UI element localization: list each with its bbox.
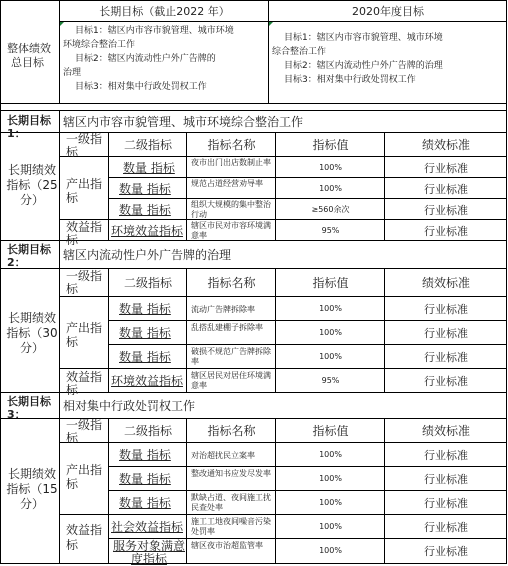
indicator-name-cell: 辖区夜市治超监管率 xyxy=(191,541,263,550)
output-label-cell-3 xyxy=(60,443,109,515)
value-cell: 100% xyxy=(319,184,342,193)
table-row xyxy=(385,345,507,369)
indicator-name-cell: 乱搭乱建棚子拆除率 xyxy=(191,323,263,332)
table-row xyxy=(276,199,385,220)
standard-header-text: 绩效标准 xyxy=(421,424,470,438)
table-row xyxy=(385,199,507,220)
table-row xyxy=(187,157,276,178)
name-header-3 xyxy=(187,419,276,443)
value-header-text: 指标值 xyxy=(312,276,349,290)
name-header-2 xyxy=(187,269,276,297)
goal-2-text-cell xyxy=(60,241,507,269)
standard-cell: 行业标准 xyxy=(424,497,468,510)
table-row xyxy=(187,178,276,199)
standard-header-text: 绩效标准 xyxy=(421,276,470,290)
level2-cell: 环境效益指标 xyxy=(111,374,184,388)
table-row xyxy=(109,515,187,539)
long-term-goal-line: 目标2：辖区内流动性户外广告牌的 xyxy=(75,54,216,64)
standard-cell: 行业标准 xyxy=(424,521,468,534)
table-row xyxy=(187,199,276,220)
year-goal-line: 目标1：辖区内市容市貌管理、城市环境 xyxy=(284,33,443,43)
table-row xyxy=(187,467,276,491)
value-cell: 95% xyxy=(321,226,340,235)
standard-header-text: 绩效标准 xyxy=(421,138,470,152)
goal-2-label-cell xyxy=(0,241,60,269)
goal-1-text-cell xyxy=(60,111,507,133)
long-term-title: 长期目标（截止2022 年） xyxy=(99,5,230,18)
level2-header-text: 二级指标 xyxy=(123,424,172,438)
long-term-goals-cell xyxy=(60,22,269,104)
goal-1-text: 辖区内市容市貌管理、城市环境综合整治工作 xyxy=(63,115,304,129)
side-label-2: 长期绩效指标（30分） xyxy=(6,311,58,355)
table-row xyxy=(109,199,187,220)
table-row xyxy=(187,443,276,467)
indicator-name-cell: 组织大规模的集中整治行动 xyxy=(191,200,271,219)
table-row xyxy=(109,369,187,393)
year-header-cell xyxy=(269,0,507,22)
table-row xyxy=(109,345,187,369)
standard-cell: 行业标准 xyxy=(424,303,468,316)
goal-1-label: 长期目标1： xyxy=(7,114,51,140)
side-label-cell-2 xyxy=(0,269,60,393)
table-row xyxy=(109,178,187,199)
level2-cell: 数量 指标 xyxy=(119,182,171,196)
table-row xyxy=(385,539,507,564)
green-corner-marker xyxy=(269,22,273,26)
table-row xyxy=(187,345,276,369)
level2-cell: 数量 指标 xyxy=(119,326,171,340)
level2-header-text: 二级指标 xyxy=(123,276,172,290)
table-row xyxy=(385,443,507,467)
table-row xyxy=(109,443,187,467)
level2-cell: 社会效益指标 xyxy=(111,520,184,534)
standard-cell: 行业标准 xyxy=(424,351,468,364)
output-label: 产出指标 xyxy=(66,177,103,205)
table-row xyxy=(187,539,276,564)
indicator-name-cell: 辖区居民对居住环境满意率 xyxy=(191,371,271,390)
table-row xyxy=(385,369,507,393)
long-term-goal-line: 目标1：辖区内市容市貌管理、城市环境 xyxy=(75,26,234,36)
table-row xyxy=(109,539,187,564)
table-row xyxy=(187,491,276,515)
side-label-cell-1 xyxy=(0,133,60,241)
goal-2-text: 辖区内流动性户外广告牌的治理 xyxy=(63,248,232,262)
level2-cell: 环境效益指标 xyxy=(111,224,184,238)
standard-header-3 xyxy=(385,419,507,443)
level2-cell: 数量 指标 xyxy=(123,161,175,175)
overall-label-line1: 整体绩效 xyxy=(7,42,51,55)
indicator-name-cell: 规范占道经营劝导率 xyxy=(191,179,263,188)
table-row xyxy=(385,467,507,491)
indicator-name-cell: 辖区市民对市容环境满意率 xyxy=(191,221,271,240)
table-row xyxy=(276,321,385,345)
value-cell: 100% xyxy=(319,352,342,361)
standard-header-2 xyxy=(385,269,507,297)
standard-cell: 行业标准 xyxy=(424,449,468,462)
indicator-name-cell: 流动广告牌拆除率 xyxy=(191,305,255,314)
benefit-label-cell-1 xyxy=(60,220,109,247)
name-header-text: 指标名称 xyxy=(207,424,256,438)
table-row xyxy=(276,178,385,199)
green-corner-marker xyxy=(60,22,64,26)
indicator-name-cell: 整改通知书应发尽发率 xyxy=(191,469,271,478)
table-row xyxy=(109,491,187,515)
year-title: 2020年度目标 xyxy=(352,5,424,18)
year-goal-line: 综合整治工作 xyxy=(272,47,327,57)
goal-3-label: 长期目标3： xyxy=(7,395,51,421)
value-cell: 100% xyxy=(319,328,342,337)
table-row xyxy=(187,220,276,241)
level2-cell: 数量 指标 xyxy=(119,472,171,486)
level2-header-text: 二级指标 xyxy=(123,138,172,152)
value-cell: 95% xyxy=(321,376,340,385)
long-term-goal-line: 环境综合整治工作 xyxy=(63,40,136,50)
name-header-text: 指标名称 xyxy=(207,276,256,290)
side-label-3: 长期绩效指标（15分） xyxy=(6,467,58,511)
overall-label-line2: 总目标 xyxy=(11,56,44,69)
goal-2-label: 长期目标2： xyxy=(7,243,51,269)
standard-cell: 行业标准 xyxy=(424,473,468,486)
level2-header-3 xyxy=(109,419,187,443)
side-label-cell-3 xyxy=(0,419,60,564)
level1-header-text: 一级指标 xyxy=(66,418,103,445)
indicator-name-cell: 对治超扰民立案率 xyxy=(191,451,255,460)
table-row xyxy=(276,491,385,515)
table-row xyxy=(385,178,507,199)
value-cell: 100% xyxy=(319,163,342,172)
value-header-text: 指标值 xyxy=(312,138,349,152)
table-row xyxy=(109,157,187,178)
long-term-header-cell xyxy=(60,0,269,22)
year-goals-cell xyxy=(269,22,507,104)
value-header-3 xyxy=(276,419,385,443)
level2-cell: 数量 指标 xyxy=(119,302,171,316)
benefit-label: 效益指标 xyxy=(66,220,103,247)
value-cell: 100% xyxy=(319,450,342,459)
indicator-name-cell: 破损不规范广告牌拆除率 xyxy=(191,347,271,366)
standard-cell: 行业标准 xyxy=(424,375,468,388)
table-row xyxy=(187,369,276,393)
level1-header-text: 一级指标 xyxy=(66,269,103,296)
level1-header-1 xyxy=(60,133,109,157)
value-cell: 100% xyxy=(319,474,342,483)
table-row xyxy=(276,297,385,321)
table-row xyxy=(276,345,385,369)
level2-cell: 服务对象满意度指标 xyxy=(112,539,185,566)
value-cell: 100% xyxy=(319,522,342,531)
year-goal-line: 目标3：相对集中行政处罚权工作 xyxy=(284,75,416,85)
table-row xyxy=(187,297,276,321)
standard-cell: 行业标准 xyxy=(424,204,468,217)
indicator-name-cell: 默缺占道、夜间施工扰民查处率 xyxy=(191,493,271,512)
table-row xyxy=(187,515,276,539)
output-label: 产出指标 xyxy=(66,321,103,349)
table-row xyxy=(276,443,385,467)
benefit-label-cell-3 xyxy=(60,515,109,564)
table-row xyxy=(385,491,507,515)
table-row xyxy=(385,220,507,241)
overall-label-cell xyxy=(0,0,60,104)
table-row xyxy=(109,321,187,345)
level2-cell: 数量 指标 xyxy=(119,448,171,462)
output-label: 产出指标 xyxy=(66,463,103,491)
standard-cell: 行业标准 xyxy=(424,162,468,175)
standard-cell: 行业标准 xyxy=(424,545,468,558)
table-row xyxy=(276,467,385,491)
level1-header-text: 一级指标 xyxy=(66,132,103,159)
goal-1-label-cell xyxy=(0,111,60,140)
standard-cell: 行业标准 xyxy=(424,183,468,196)
year-goal-line: 目标2：辖区内流动性户外广告牌的治理 xyxy=(284,61,443,71)
table-row xyxy=(276,157,385,178)
value-cell: ≥560余次 xyxy=(311,205,350,214)
indicator-name-cell: 施工工地夜间噪音污染处罚率 xyxy=(191,517,271,536)
table-row xyxy=(385,157,507,178)
table-row xyxy=(109,297,187,321)
name-header-text: 指标名称 xyxy=(207,138,256,152)
table-row xyxy=(187,321,276,345)
table-row xyxy=(385,321,507,345)
standard-cell: 行业标准 xyxy=(424,225,468,238)
benefit-label: 效益指标 xyxy=(66,523,103,552)
goal-3-text-cell xyxy=(60,393,507,419)
standard-cell: 行业标准 xyxy=(424,327,468,340)
level2-cell: 数量 指标 xyxy=(119,350,171,364)
table-row xyxy=(109,467,187,491)
output-label-cell-2 xyxy=(60,297,109,369)
long-term-goal-line: 治理 xyxy=(63,68,82,78)
side-label-1: 长期绩效指标（25分） xyxy=(6,163,58,207)
value-cell: 100% xyxy=(319,546,342,555)
value-cell: 100% xyxy=(319,498,342,507)
spacer-row xyxy=(0,104,507,111)
goal-3-label-cell xyxy=(0,393,60,419)
table-row xyxy=(276,539,385,564)
value-header-1 xyxy=(276,133,385,157)
table-row xyxy=(385,297,507,321)
benefit-label-cell-2 xyxy=(60,369,109,397)
level1-header-2 xyxy=(60,269,109,297)
benefit-label: 效益指标 xyxy=(66,370,103,397)
value-header-2 xyxy=(276,269,385,297)
level2-header-2 xyxy=(109,269,187,297)
level2-header-1 xyxy=(109,133,187,157)
goal-3-text: 相对集中行政处罚权工作 xyxy=(63,399,196,413)
table-row xyxy=(385,515,507,539)
table-row xyxy=(276,515,385,539)
standard-header-1 xyxy=(385,133,507,157)
long-term-goal-line: 目标3：相对集中行政处罚权工作 xyxy=(75,82,207,92)
indicator-name-cell: 夜市出门出店数制止率 xyxy=(191,158,271,167)
level2-cell: 数量 指标 xyxy=(119,203,171,217)
value-header-text: 指标值 xyxy=(312,424,349,438)
name-header-1 xyxy=(187,133,276,157)
table-row xyxy=(276,220,385,241)
value-cell: 100% xyxy=(319,304,342,313)
level2-cell: 数量 指标 xyxy=(119,496,171,510)
output-label-cell-1 xyxy=(60,157,109,220)
table-row xyxy=(109,220,187,241)
table-row xyxy=(276,369,385,393)
